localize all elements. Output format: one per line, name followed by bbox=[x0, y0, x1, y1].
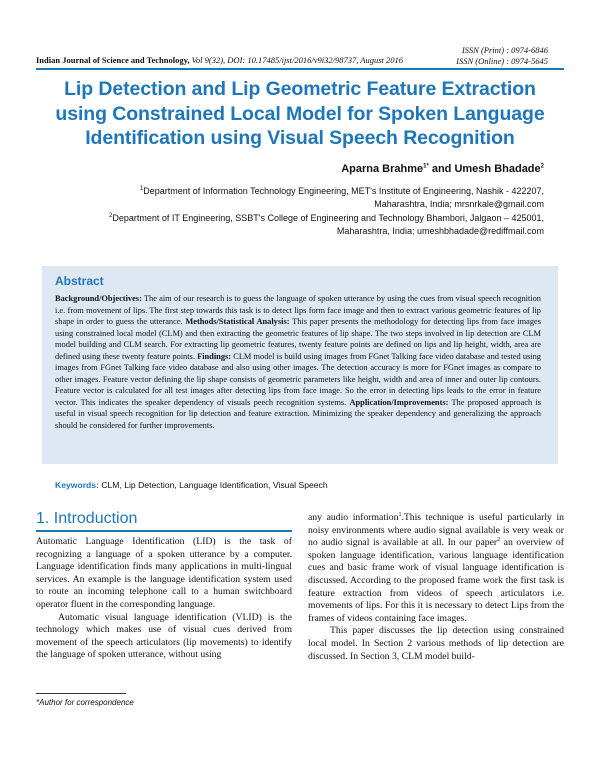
affiliation-1-line1: Department of Information Technology Engineering, MET's Institute of Engineering, Nashik - 422207, bbox=[143, 186, 544, 196]
abstract-findings-label: Findings: bbox=[197, 351, 232, 361]
abstract-text bbox=[55, 293, 541, 431]
journal-details: Vol 9(32), DOI: 10.17485/ijst/2016/v9i32/98737, August 2016 bbox=[191, 55, 404, 65]
affiliation-2-line1: Department of IT Engineering, SSBT's College of Engineering and Technology Bhambori, Jalgaon – 425001, bbox=[112, 213, 544, 223]
intro-paragraph-4: This paper discusses the lip detection using constrained local model. In Section 2 various methods of lip detection are discussed. In Section 3, CLM model build- bbox=[308, 625, 564, 662]
right-column bbox=[308, 512, 564, 663]
author-line bbox=[341, 163, 544, 175]
keywords-label: Keywords: bbox=[55, 480, 99, 490]
abstract-methods-text: This paper presents the methodology for detecting lips from face images using constrained local model (CLM) and then extracting the geometric features of lip shape. The two steps involved in lip detection are CLM model building and CLM search. For extracting lip geometric features, twenty feature points are defined on lips and lip height, width, area are defined using these twenty feature points. bbox=[55, 317, 542, 361]
issn-print: ISSN (Print) : 0974-6846 bbox=[461, 45, 548, 55]
affiliation-1 bbox=[140, 185, 544, 211]
affiliation-2 bbox=[109, 212, 544, 238]
author-1: Aparna Brahme bbox=[341, 163, 424, 175]
keywords-text: CLM, Lip Detection, Language Identification, Visual Speech bbox=[98, 480, 328, 490]
header-rule bbox=[36, 68, 564, 70]
introduction-rule bbox=[36, 530, 292, 532]
abstract-bg-text: The aim of our research is to guess the language of spoken utterance by using the cues from visual speech recognition i.e. from movement of lips. The first step towards this task is to detect lips form face image and then to extract various geometric features of lip shape in order to guess the utterance. bbox=[55, 294, 541, 326]
abstract-findings-text: CLM model is build using images from FGnet Talking face video database and tested using images from FGnet Talking face video database and also using other images. The detection accuracy is more for FGnet images as compare to other images. Feature vector defining the lip shape consists of geometric parameters like height, width and area of inner and outer lip contours. Feature vector is calculated for all test images after detecting lips from face image. So the error in detecting lips leads to the error in feature vector. This indicates the speaker dependency of visuals peech recognition systems. bbox=[55, 351, 541, 407]
affiliation-1-mark: 1 bbox=[139, 186, 144, 192]
author-2-mark: 2 bbox=[540, 163, 544, 170]
introduction-heading: 1. Introduction bbox=[36, 510, 138, 527]
abstract-bg-label: Background/Objectives: bbox=[55, 294, 142, 303]
citation-2: 2 bbox=[497, 536, 501, 543]
abstract-methods-label: Methods/Statistical Analysis: bbox=[185, 317, 290, 326]
intro-paragraph-3 bbox=[308, 512, 564, 625]
author-conjunction: and bbox=[428, 163, 455, 175]
intro-paragraph-2: Automatic visual language identification (VLID) is the technology which makes use of visual cues derived from movement of the speech articulators (lip movements) to identify the language of spoken utterance, without using bbox=[36, 611, 292, 661]
author-2: Umesh Bhadade bbox=[454, 163, 541, 175]
citation-1: 1 bbox=[398, 511, 402, 518]
left-column bbox=[36, 536, 292, 662]
paper-title: Lip Detection and Lip Geometric Feature Extraction using Constrained Local Model for Spoken Language Identification using Visual Speech Recognition bbox=[55, 78, 545, 149]
keywords bbox=[55, 480, 328, 490]
affiliation-2-mark: 2 bbox=[108, 213, 113, 219]
journal-name: Indian Journal of Science and Technology, bbox=[36, 55, 190, 65]
affiliation-1-line2: Maharashtra, India; mrsnrkale@gmail.com bbox=[374, 199, 544, 209]
abstract-app-label: Application/Improvements: bbox=[349, 397, 449, 407]
abstract-heading: Abstract bbox=[55, 274, 104, 288]
footnote-rule bbox=[36, 693, 126, 694]
intro-p3-part-b: .This technique is useful particularly in noisy environments where audio signal available is very weak or no audio signal is available at all. In our paper bbox=[308, 512, 565, 549]
journal-citation bbox=[36, 55, 403, 65]
issn-online: ISSN (Online) : 0974-5645 bbox=[456, 56, 548, 66]
intro-paragraph-1: Automatic Language Identification (LID) is the task of recognizing a language of a spoken utterance by a computer. Language identification finds many applications in multi-lingual services. An example is the language identification system used to route an incoming telephone call to a human switchboard operator fluent in the corresponding language. bbox=[36, 536, 292, 610]
intro-p3-part-a: any audio information bbox=[308, 512, 399, 523]
author-1-mark: 1* bbox=[423, 163, 429, 170]
footnote: *Author for correspondence bbox=[36, 698, 134, 707]
intro-p3-part-c: an overview of spoken language identification, various language identification cues and basic frame work of visual language identification is discussed. According to the proposed frame work the first task is feature extraction from videos of speech articulators i.e. movements of lips. For this it is necessary to detect Lips from the frames of videos containing face images. bbox=[308, 537, 564, 624]
abstract-app-text: The proposed approach is useful in visual speech recognition for lip detection and feature extraction. Minimizing the speaker dependency and generalizing the approach should be considered for further improvements. bbox=[55, 397, 542, 430]
affiliation-2-line2: Maharashtra, India; umeshbhadade@rediffmail.com bbox=[336, 226, 544, 236]
issn-block bbox=[456, 45, 548, 67]
